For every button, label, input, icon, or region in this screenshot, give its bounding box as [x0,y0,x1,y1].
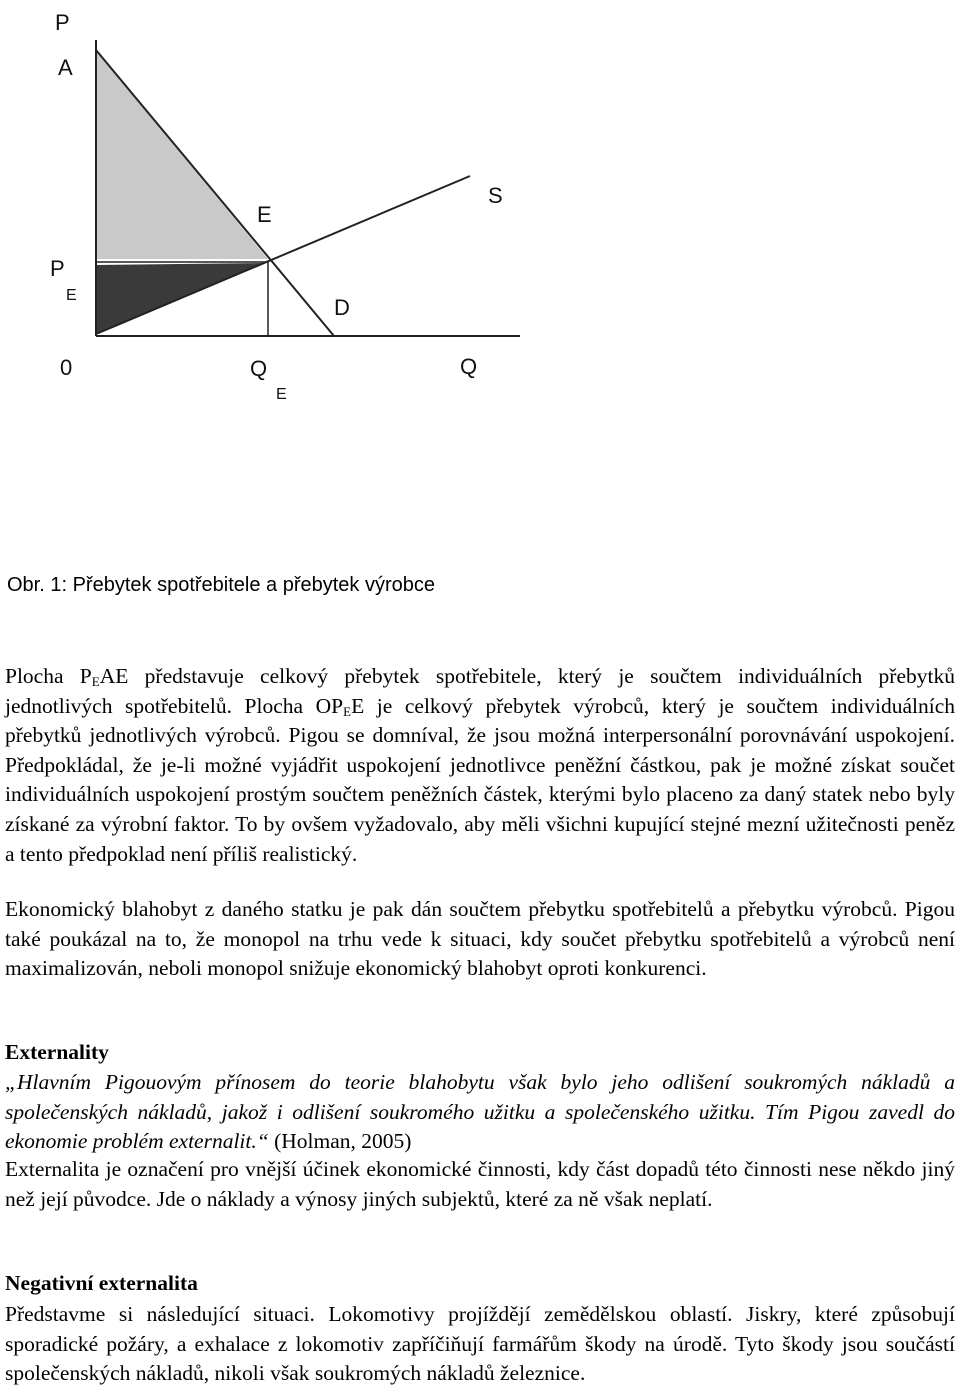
label-qe-sub: E [276,386,287,403]
figure-caption: Obr. 1: Přebytek spotřebitele a přebytek výrobce [7,574,435,596]
quote-citation: (Holman, 2005) [268,1129,412,1154]
label-pe: P [50,256,65,281]
label-origin: 0 [60,355,73,380]
paragraph-surplus [5,662,955,869]
paragraph-externality-definition: Externalita je označení pro vnější účinek ekonomické činnosti, kdy část dopadů této činnosti nese někdo jiný než její původce. Jde o náklady a výnosy jiných subjektů, které za ně však neplatí. [5,1157,955,1211]
label-e: E [257,202,272,227]
quote-text: „Hlavním Pigouovým přínosem do teorie blahobytu však bylo jeho odlišení soukromých nákladů a společenských nákladů, jakož i odlišení soukromého užitku a společenského užitku. Tím Pigou zavedl do ekonomie problém externalit.“ [5,1070,955,1154]
label-d: D [334,295,350,320]
paragraph-negative-externality: Představme si následující situaci. Lokomotivy projíždějí zemědělskou oblastí. Jiskry, které způsobují sporadické požáry, a exhalace z lokomotiv zapříčiňují farmářům škody na úrodě. Tyto škody jsou součástí společenských nákladů, nikoli však soukromých nákladů železnice. [5,1302,955,1386]
label-s: S [488,183,503,208]
label-a: A [58,55,73,80]
para1-part3: E je celkový přebytek výrobců, který je součtem individuálních přebytků jednotlivých výrobců. Pigou se domníval, že jsou možná interpersonální porovnávání uspokojení. Předpokládal, že je-li možné vyjádřit uspokojení jednotlivce peněžní částkou, pak je možné získat součet individuálních uspokojení prostým součtem peněžních částek, kterými bylo placeno za daný statek nebo byly získané za výrobní faktor. To by ovšem vyžadovalo, aby měli všichni kupující stejné mezní užitečnosti peněz a tento předpoklad není příliš realistický. [5,693,955,866]
para1-sub1: E [91,674,100,689]
label-q: Q [460,354,478,379]
label-p: P [55,10,70,35]
heading-negative-externality: Negativní externalita [5,1271,198,1295]
para1-sub2: E [343,703,352,719]
label-pe-sub: E [66,287,77,304]
label-qe: Q [250,356,268,381]
heading-externality: Externality [5,1040,109,1064]
paragraph-quote [5,1068,955,1157]
paragraph-welfare: Ekonomický blahobyt z daného statku je pak dán součtem přebytku spotřebitelů a přebytku výrobců. Pigou také poukázal na to, že monopol na trhu vede k situaci, kdy součet přebytku spotřebitelů a výrobců není maximalizován, neboli monopol snižuje ekonomický blahobyt oproti konkurenci. [5,897,955,981]
surplus-diagram [0,0,540,420]
para1-part1: Plocha P [5,664,92,688]
para1-part2: AE představuje celkový přebytek spotřebitele, který je součtem individuálních přebytků jednotlivých spotřebitelů. Plocha OP [5,664,955,718]
